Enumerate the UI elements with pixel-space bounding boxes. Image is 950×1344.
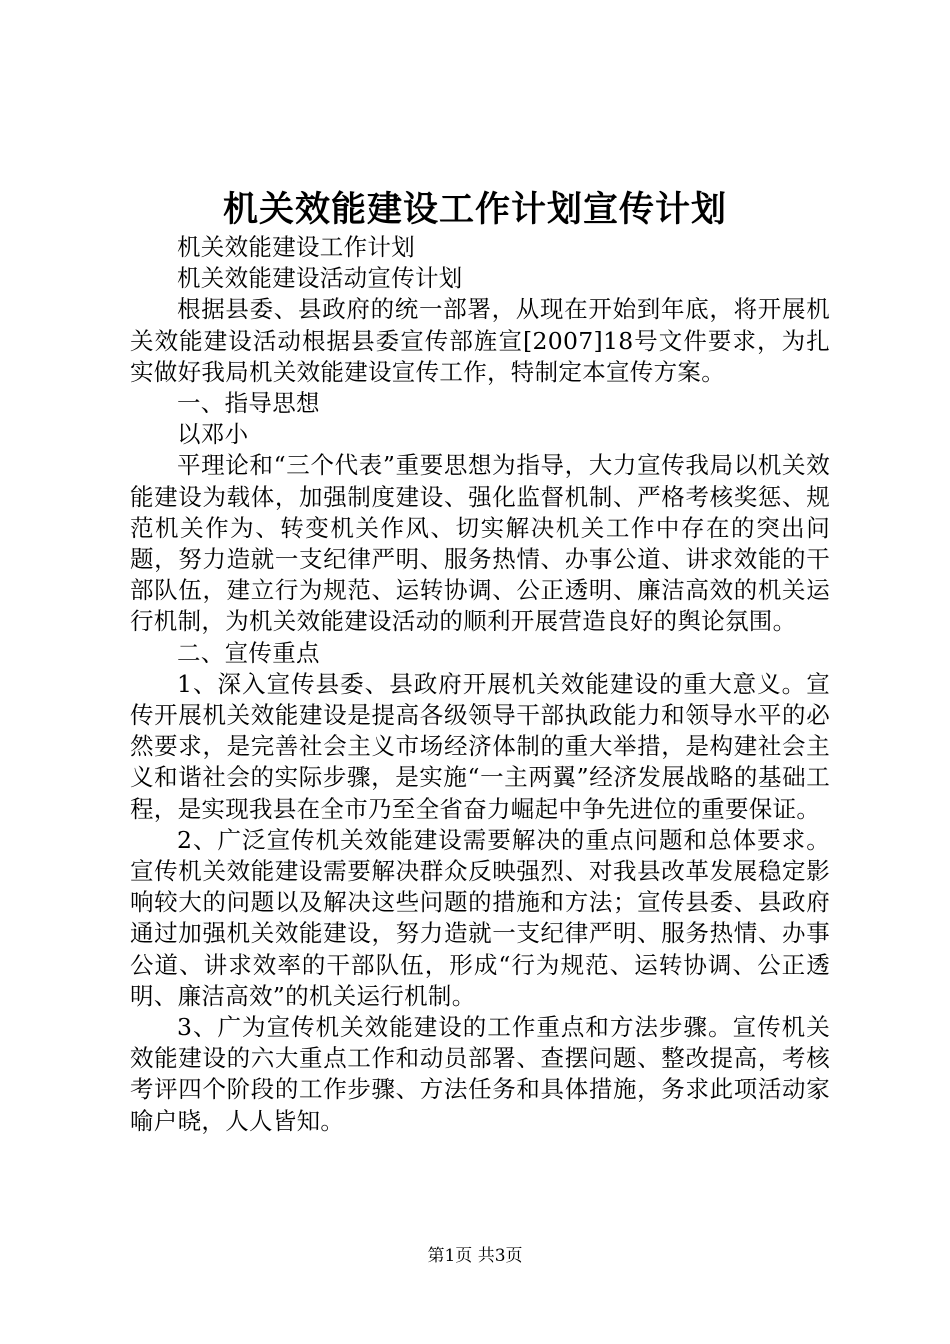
paragraph-fragment: 以邓小 — [177, 420, 249, 449]
paragraph-subtitle-publicity: 机关效能建设活动宣传计划 — [177, 264, 463, 293]
document-body — [130, 232, 830, 1137]
paragraph-key-point-3: 3、广为宣传机关效能建设的工作重点和方法步骤。宣传机关效能建设的六大重点工作和动员部署、查摆问题、整改提高，考核考评四个阶段的工作步骤、方法任务和具体措施，务求此项活动家喻户晓，人人皆知。 — [130, 1013, 830, 1135]
document-title: 机关效能建设工作计划宣传计划 — [222, 189, 727, 230]
paragraph-intro: 根据县委、县政府的统一部署，从现在开始到年底，将开展机关效能建设活动根据县委宣传部旌宣[2007]18号文件要求，为扎实做好我局机关效能建设宣传工作，特制定本宣传方案。 — [130, 295, 830, 386]
paragraph-guiding-thought: 平理论和“三个代表”重要思想为指导，大力宣传我局以机关效能建设为载体，加强制度建设、强化监督机制、严格考核奖惩、规范机关作为、转变机关作风、切实解决机关工作中存在的突出问题，努力造就一支纪律严明、服务热情、办事公道、讲求效能的干部队伍，建立行为规范、运转协调、公正透明、廉洁高效的机关运行机制，为机关效能建设活动的顺利开展营造良好的舆论氛围。 — [130, 451, 830, 636]
section-heading-guiding-thought: 一、指导思想 — [177, 389, 320, 418]
paragraph-key-point-2: 2、广泛宣传机关效能建设需要解决的重点问题和总体要求。宣传机关效能建设需要解决群众反映强烈、对我县改革发展稳定影响较大的问题以及解决这些问题的措施和方法；宣传县委、县政府通过加强机关效能建设，努力造就一支纪律严明、服务热情、办事公道、讲求效率的干部队伍，形成“行为规范、运转协调、公正透明、廉洁高效”的机关运行机制。 — [130, 825, 830, 1010]
page-number-footer: 第1页 共3页 — [427, 1246, 523, 1266]
paragraph-key-point-1: 1、深入宣传县委、县政府开展机关效能建设的重大意义。宣传开展机关效能建设是提高各级领导干部执政能力和领导水平的必然要求，是完善社会主义市场经济体制的重大举措，是构建社会主义和谐社会的实际步骤，是实施“一主两翼”经济发展战略的基础工程，是实现我县在全市乃至全省奋力崛起中争先进位的重要保证。 — [130, 669, 830, 823]
paragraph-subtitle-plan: 机关效能建设工作计划 — [177, 233, 415, 261]
section-heading-key-points: 二、宣传重点 — [177, 638, 320, 667]
